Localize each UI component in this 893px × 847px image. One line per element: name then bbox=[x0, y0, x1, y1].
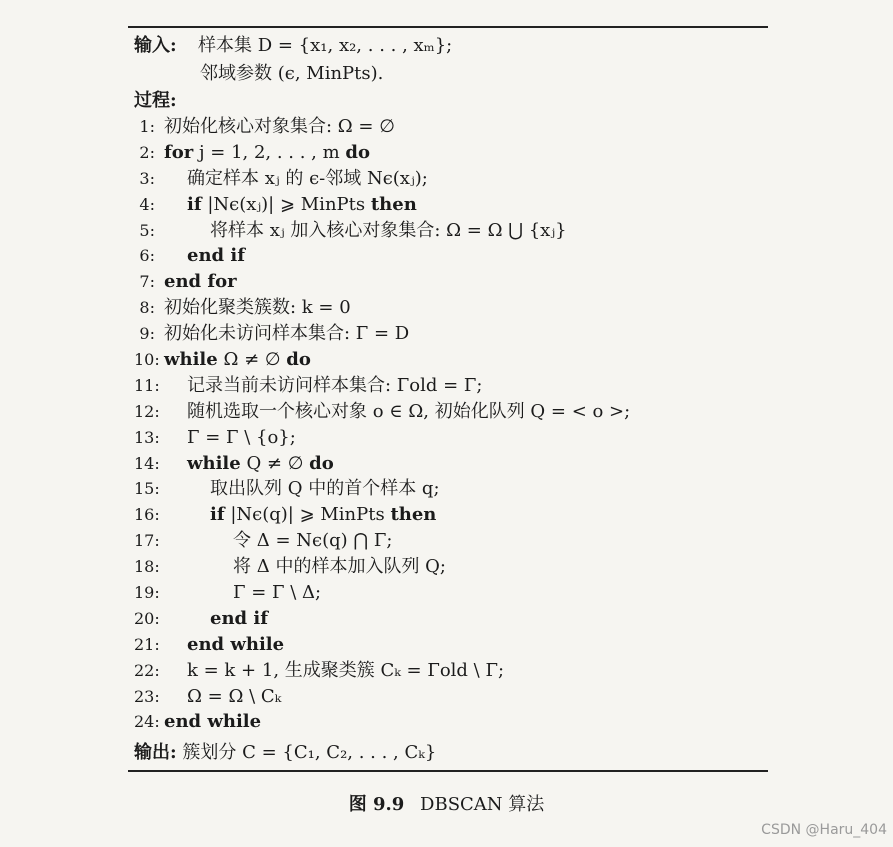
algorithm-box bbox=[134, 32, 764, 767]
line-number: 20: bbox=[134, 608, 160, 628]
line-code: while Q ≠ ∅ do bbox=[187, 452, 334, 474]
line-number: 23: bbox=[134, 686, 160, 706]
line-code: end while bbox=[164, 711, 262, 733]
line-code: 随机选取一个核心对象 o ∈ Ω, 初始化队列 Q = < o >; bbox=[187, 400, 631, 422]
line-number: 10: bbox=[134, 350, 160, 370]
line-code: 初始化核心对象集合: Ω = ∅ bbox=[164, 116, 395, 137]
line-code: Γ = Γ \ Δ; bbox=[233, 582, 322, 604]
figure-caption bbox=[0, 790, 893, 816]
line-number: 15: bbox=[134, 479, 160, 499]
line-number: 14: bbox=[134, 453, 160, 473]
algorithm-line bbox=[134, 373, 764, 399]
line-code: 确定样本 xⱼ 的 ϵ-邻域 Nϵ(xⱼ); bbox=[187, 167, 428, 189]
line-code: if |Nϵ(q)| ⩾ MinPts then bbox=[210, 504, 437, 526]
line-number: 8: bbox=[139, 298, 155, 318]
line-number: 3: bbox=[139, 168, 155, 188]
line-number: 24: bbox=[134, 712, 160, 732]
algorithm-line bbox=[134, 451, 764, 477]
algorithm-line bbox=[134, 399, 764, 425]
line-code: if |Nϵ(xⱼ)| ⩾ MinPts then bbox=[187, 193, 417, 215]
line-number: 12: bbox=[134, 401, 160, 421]
line-number: 9: bbox=[139, 324, 155, 344]
algorithm-line bbox=[134, 243, 764, 269]
line-code: while Ω ≠ ∅ do bbox=[164, 349, 311, 371]
figure-number: 图 9.9 bbox=[348, 794, 405, 815]
algorithm-line bbox=[134, 528, 764, 554]
line-number: 13: bbox=[134, 427, 160, 447]
watermark: CSDN @Haru_404 bbox=[761, 822, 887, 838]
output-row bbox=[134, 739, 764, 767]
input-line-1: 样本集 D = {x₁, x₂, . . . , xₘ}; bbox=[198, 35, 453, 56]
line-code: k = k + 1, 生成聚类簇 Cₖ = Γold \ Γ; bbox=[187, 659, 505, 681]
line-code: 将样本 xⱼ 加入核心对象集合: Ω = Ω ⋃ {xⱼ} bbox=[210, 219, 567, 241]
line-code: end while bbox=[187, 633, 285, 655]
line-code: end if bbox=[187, 245, 245, 267]
algorithm-line bbox=[134, 684, 764, 710]
line-number: 19: bbox=[134, 583, 160, 603]
algorithm-line bbox=[134, 709, 764, 735]
line-code: Ω = Ω \ Cₖ bbox=[187, 685, 282, 707]
top-rule bbox=[128, 26, 768, 28]
algorithm-line bbox=[134, 218, 764, 244]
algorithm-line bbox=[134, 658, 764, 684]
line-number: 16: bbox=[134, 505, 160, 525]
process-label: 过程: bbox=[134, 90, 177, 111]
algorithm-line bbox=[134, 114, 764, 140]
line-code: Γ = Γ \ {o}; bbox=[187, 426, 296, 448]
line-number: 11: bbox=[134, 375, 160, 395]
algorithm-line bbox=[134, 321, 764, 347]
algorithm-line bbox=[134, 502, 764, 528]
input-row bbox=[134, 32, 764, 60]
bottom-rule bbox=[128, 770, 768, 772]
algorithm-line bbox=[134, 632, 764, 658]
figure-title: DBSCAN 算法 bbox=[420, 794, 545, 815]
line-number: 1: bbox=[139, 117, 155, 136]
line-number: 5: bbox=[139, 220, 155, 240]
algorithm-line bbox=[134, 166, 764, 192]
algorithm-line bbox=[134, 192, 764, 218]
output-text: 簇划分 C = {C₁, C₂, . . . , Cₖ} bbox=[182, 742, 437, 764]
line-code: 令 Δ = Nϵ(q) ⋂ Γ; bbox=[233, 530, 393, 552]
line-number: 21: bbox=[134, 634, 160, 654]
algorithm-line bbox=[134, 347, 764, 373]
line-code: 将 Δ 中的样本加入队列 Q; bbox=[233, 556, 446, 578]
line-number: 22: bbox=[134, 660, 160, 680]
line-code: 取出队列 Q 中的首个样本 q; bbox=[210, 478, 440, 500]
algorithm-line bbox=[134, 295, 764, 321]
algorithm-line bbox=[134, 425, 764, 451]
line-code: end for bbox=[164, 271, 237, 293]
output-label: 输出: bbox=[134, 742, 177, 764]
algorithm-lines bbox=[134, 114, 764, 735]
line-code: for j = 1, 2, . . . , m do bbox=[164, 141, 371, 163]
line-code: 记录当前未访问样本集合: Γold = Γ; bbox=[187, 374, 483, 396]
line-number: 6: bbox=[139, 246, 155, 266]
algorithm-line bbox=[134, 554, 764, 580]
line-number: 7: bbox=[139, 272, 155, 292]
algorithm-line bbox=[134, 580, 764, 606]
input-label: 输入: bbox=[134, 35, 177, 56]
line-number: 17: bbox=[134, 531, 160, 551]
algorithm-line bbox=[134, 269, 764, 295]
line-code: end if bbox=[210, 607, 268, 629]
algorithm-line bbox=[134, 606, 764, 632]
line-code: 初始化聚类簇数: k = 0 bbox=[164, 297, 351, 319]
line-number: 4: bbox=[139, 194, 155, 214]
algorithm-line bbox=[134, 476, 764, 502]
line-number: 18: bbox=[134, 557, 160, 577]
line-code: 初始化未访问样本集合: Γ = D bbox=[164, 323, 410, 345]
input-line-2: 邻域参数 (ϵ, MinPts). bbox=[200, 63, 384, 84]
line-number: 2: bbox=[139, 142, 155, 162]
algorithm-line bbox=[134, 140, 764, 166]
